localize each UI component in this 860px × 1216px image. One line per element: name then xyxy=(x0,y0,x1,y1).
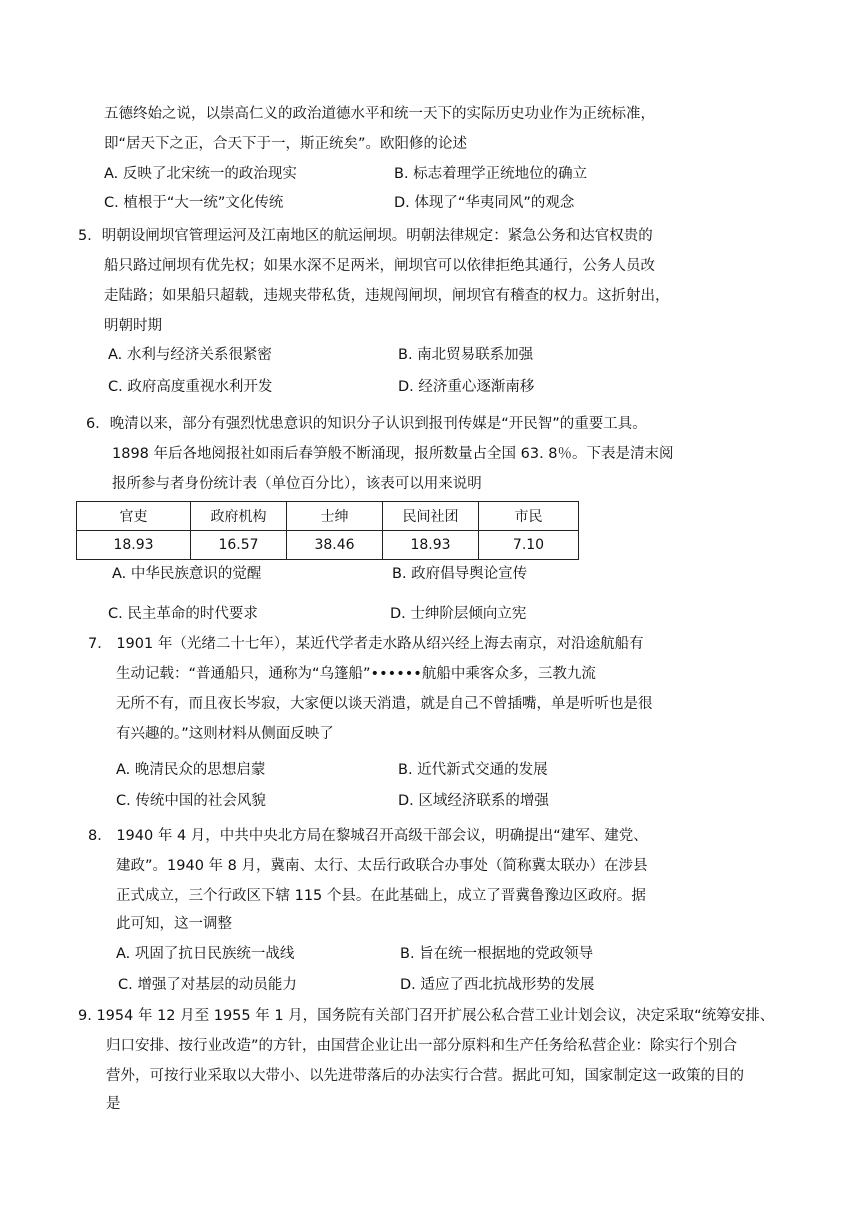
q5-line-3: 走陆路；如果船只超载，违规夹带私货，违规闯闸坝，闸坝官有稽查的权力。这折射出， xyxy=(104,288,670,304)
q7-line-3: 无所不有，而且夜长岑寂，大家便以谈天消遣，就是自己不曾插嘴，单是听听也是很 xyxy=(116,696,653,712)
q7-line-2: 生动记载：“普通船只，通称为“乌篷船”••••••航船中乘客众多，三教九流 xyxy=(116,666,596,682)
q4-option-b: B. 标志着理学正统地位的确立 xyxy=(394,166,588,182)
q5-option-d: D. 经济重心逐渐南移 xyxy=(398,379,535,395)
q7-line-1: 7． 1901 年（光绪二十七年），某近代学者走水路从绍兴经上海去南京，对沿途航船有 xyxy=(88,636,644,652)
q6-option-a: A. 中华民族意识的觉醒 xyxy=(112,566,262,582)
q5-option-a: A. 水利与经济关系很紧密 xyxy=(108,347,272,363)
q4-line-2: 即“居天下之正，合天下于一，斯正统矣”。欧阳修的论述 xyxy=(104,136,468,152)
q8-line-1: 8． 1940 年 4 月，中共中央北方局在黎城召开高级干部会议，明确提出“建军、建党、 xyxy=(88,828,648,844)
q7-option-c: C. 传统中国的社会风貌 xyxy=(116,793,266,809)
table-header-cell: 民间社团 xyxy=(383,502,479,531)
q5-line-4: 明朝时期 xyxy=(104,318,162,334)
q7-option-b: B. 近代新式交通的发展 xyxy=(398,762,548,778)
q7-line-4: 有兴趣的。”这则材料从侧面反映了 xyxy=(116,726,334,742)
q7-option-a: A. 晚清民众的思想启蒙 xyxy=(116,762,266,778)
q5-line-2: 船只路过闸坝有优先权；如果水深不足两米，闸坝官可以依律拒绝其通行，公务人员改 xyxy=(104,258,655,274)
q8-option-a: A. 巩固了抗日民族统一战线 xyxy=(116,946,295,962)
q9-line-2: 归口安排、按行业改造”的方针，由国营企业让出一部分原料和生产任务给私营企业：除实行个别合 xyxy=(106,1038,738,1054)
q8-option-d: D. 适应了西北抗战形势的发展 xyxy=(400,977,595,993)
q5-option-b: B. 南北贸易联系加强 xyxy=(398,347,534,363)
q8-line-2: 建政”。1940 年 8 月，冀南、太行、太岳行政联合办事处（简称冀太联办）在涉县 xyxy=(116,858,648,874)
q6-option-c: C. 民主革命的时代要求 xyxy=(108,606,258,622)
identity-stats-table xyxy=(76,501,579,560)
q9-line-4: 是 xyxy=(106,1096,121,1112)
table-cell: 38.46 xyxy=(287,531,383,560)
table-row xyxy=(77,531,579,560)
q4-line-1: 五德终始之说，以崇高仁义的政治道德水平和统一天下的实际历史功业作为正统标准， xyxy=(104,106,655,122)
q8-line-3: 正式成立，三个行政区下辖 115 个县。在此基础上，成立了晋冀鲁豫边区政府。据 xyxy=(116,888,646,904)
q4-option-d: D. 体现了“华夷同风”的观念 xyxy=(394,195,575,211)
table-header-cell: 士绅 xyxy=(287,502,383,531)
q6-line-1: 6．晚清以来，部分有强烈忧患意识的知识分子认识到报刊传媒是“开民智”的重要工具。 xyxy=(86,416,647,432)
q8-option-b: B. 旨在统一根据地的党政领导 xyxy=(400,946,594,962)
q8-option-c: C. 增强了对基层的动员能力 xyxy=(118,977,297,993)
q4-option-a: A. 反映了北宋统一的政治现实 xyxy=(104,166,297,182)
q8-line-4: 此可知，这一调整 xyxy=(116,916,232,932)
q9-line-3: 营外，可按行业采取以大带小、以先进带落后的办法实行合营。据此可知，国家制定这一政策的目的 xyxy=(106,1068,744,1084)
q6-option-b: B. 政府倡导舆论宣传 xyxy=(392,566,528,582)
q6-line-2: 1898 年后各地阅报社如雨后春笋般不断涌现，报所数量占全国 63. 8％。下表是清末阅 xyxy=(112,446,674,462)
table-header-row xyxy=(77,502,579,531)
q4-option-c: C. 植根于“大一统”文化传统 xyxy=(104,195,284,211)
q6-line-3: 报所参与者身份统计表（单位百分比），该表可以用来说明 xyxy=(112,476,482,492)
table-header-cell: 政府机构 xyxy=(191,502,287,531)
q5-option-c: C. 政府高度重视水利开发 xyxy=(108,379,273,395)
table-cell: 7.10 xyxy=(479,531,579,560)
q5-line-1: 5．明朝设闸坝官管理运河及江南地区的航运闸坝。明朝法律规定：紧急公务和达官权贵的 xyxy=(78,228,653,244)
table-header-cell: 市民 xyxy=(479,502,579,531)
table-cell: 18.93 xyxy=(77,531,191,560)
table-header-cell: 官吏 xyxy=(77,502,191,531)
table-cell: 16.57 xyxy=(191,531,287,560)
q9-line-1: 9. 1954 年 12 月至 1955 年 1 月，国务院有关部门召开扩展公私合营工业计划会议，决定采取“统筹安排、 xyxy=(78,1008,775,1024)
q6-option-d: D. 士绅阶层倾向立宪 xyxy=(390,606,527,622)
q7-option-d: D. 区域经济联系的增强 xyxy=(398,793,549,809)
table-cell: 18.93 xyxy=(383,531,479,560)
